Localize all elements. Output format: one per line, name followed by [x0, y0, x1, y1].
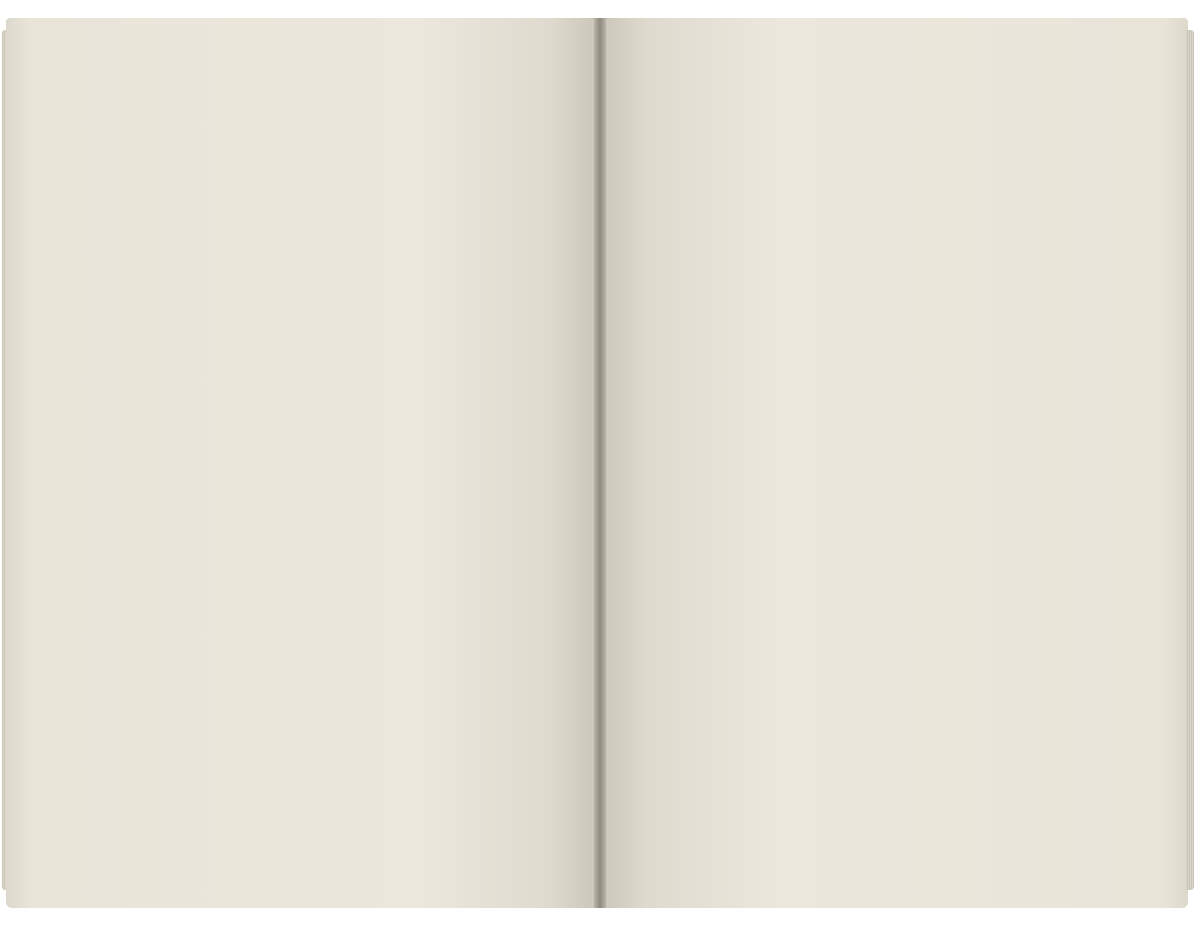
left-page — [6, 18, 598, 908]
page-edges-right — [1186, 30, 1194, 890]
book-gutter — [594, 18, 606, 908]
right-page — [600, 18, 1188, 908]
